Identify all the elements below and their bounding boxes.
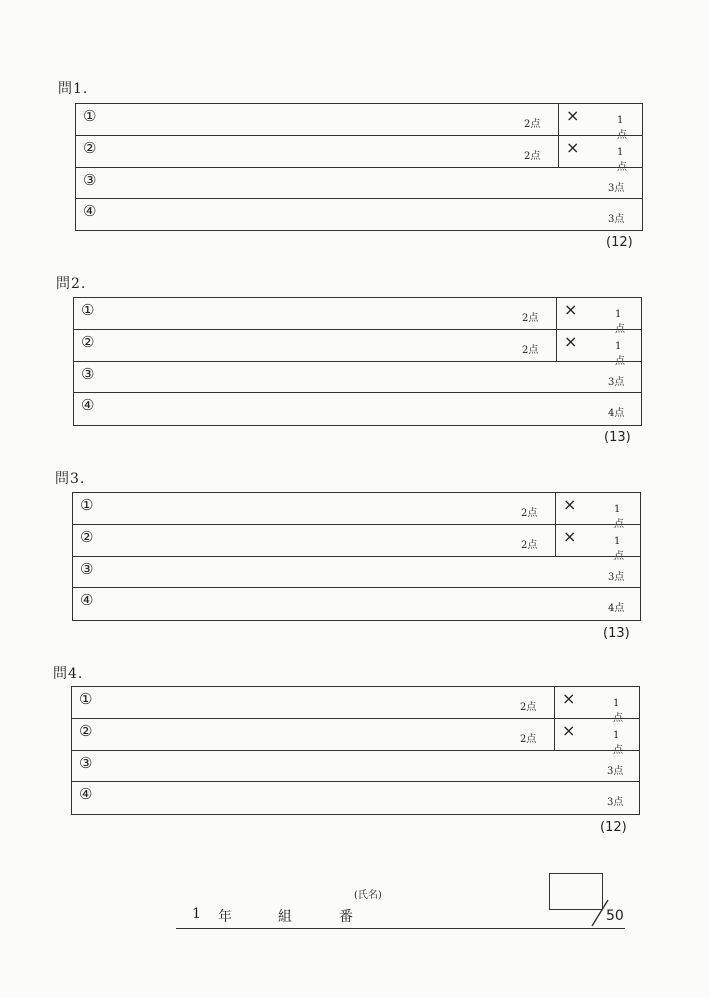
answer-number: ④: [81, 396, 95, 414]
cross-mark-icon: ×: [566, 106, 580, 125]
cross-points-label: 1点: [613, 698, 623, 724]
cross-points-label: 1点: [615, 309, 625, 335]
cross-mark-icon: ×: [563, 495, 577, 514]
cross-mark-icon: ×: [564, 332, 578, 351]
points-label: 4点: [608, 603, 625, 614]
seat-number-label: 番: [339, 909, 353, 925]
question-3-table: [72, 492, 641, 621]
question-1-title: 問1.: [58, 81, 89, 97]
cross-cell: [556, 298, 625, 335]
question-1-table: [75, 103, 643, 231]
points-label: 3点: [608, 572, 625, 583]
answer-row[interactable]: [74, 361, 641, 393]
question-2-title: 問2.: [56, 276, 87, 292]
answer-number: ③: [79, 754, 93, 772]
points-label: 3点: [607, 766, 624, 777]
cross-cell: [558, 104, 627, 141]
cross-mark-icon: ×: [562, 721, 576, 740]
points-label: 4点: [608, 408, 625, 419]
answer-row[interactable]: [76, 135, 642, 173]
answer-number: ②: [83, 139, 97, 157]
question-1-total: (12): [606, 235, 633, 250]
cross-points-label: 1点: [617, 115, 627, 141]
cross-points-label: 1点: [614, 536, 624, 562]
answer-row[interactable]: [72, 718, 639, 756]
answer-row[interactable]: [76, 167, 642, 199]
cross-cell: [554, 687, 623, 724]
points-label: 2点: [522, 313, 539, 324]
answer-row[interactable]: [73, 587, 640, 619]
answer-number: ③: [83, 171, 97, 189]
answer-number: ③: [80, 560, 94, 578]
points-label: 2点: [521, 508, 538, 519]
answer-row[interactable]: [72, 781, 639, 813]
answer-number: ④: [83, 202, 97, 220]
points-label: 3点: [608, 214, 625, 225]
answer-number: ①: [79, 690, 93, 708]
answer-number: ③: [81, 365, 95, 383]
question-3-title: 問3.: [55, 471, 86, 487]
answer-number: ②: [81, 333, 95, 351]
answer-number: ④: [80, 591, 94, 609]
answer-number: ②: [80, 528, 94, 546]
points-label: 3点: [608, 183, 625, 194]
cross-cell: [558, 136, 627, 173]
points-label: 2点: [521, 540, 538, 551]
answer-row[interactable]: [72, 750, 639, 782]
cross-cell: [555, 493, 624, 530]
name-underline: [176, 928, 625, 929]
answer-number: ②: [79, 722, 93, 740]
points-label: 3点: [608, 377, 625, 388]
grade-label: 年: [218, 909, 232, 925]
max-score: 50: [606, 908, 624, 924]
answer-row[interactable]: [72, 687, 639, 724]
points-label: 2点: [522, 345, 539, 356]
cross-points-label: 1点: [615, 341, 625, 367]
answer-row[interactable]: [73, 556, 640, 588]
question-4-title: 問4.: [53, 666, 84, 682]
question-4-table: [71, 686, 640, 815]
answer-row[interactable]: [76, 104, 642, 141]
answer-number: ①: [80, 496, 94, 514]
points-label: 2点: [520, 702, 537, 713]
grade-number: 1: [192, 906, 201, 922]
answer-row[interactable]: [74, 298, 641, 335]
cross-cell: [556, 330, 625, 367]
answer-number: ①: [83, 107, 97, 125]
answer-row[interactable]: [76, 198, 642, 230]
answer-row[interactable]: [73, 524, 640, 562]
cross-points-label: 1点: [614, 504, 624, 530]
class-label: 組: [278, 909, 292, 925]
answer-row[interactable]: [73, 493, 640, 530]
cross-mark-icon: ×: [563, 527, 577, 546]
cross-mark-icon: ×: [562, 689, 576, 708]
answer-number: ①: [81, 301, 95, 319]
points-label: 2点: [524, 151, 541, 162]
name-label: (氏名): [354, 890, 382, 901]
answer-row[interactable]: [74, 329, 641, 367]
cross-mark-icon: ×: [566, 138, 580, 157]
question-2-total: (13): [604, 430, 631, 445]
cross-cell: [555, 525, 624, 562]
cross-points-label: 1点: [617, 147, 627, 173]
cross-points-label: 1点: [613, 730, 623, 756]
answer-row[interactable]: [74, 392, 641, 424]
question-3-total: (13): [603, 626, 630, 641]
points-label: 2点: [520, 734, 537, 745]
question-4-total: (12): [600, 820, 627, 835]
points-label: 2点: [524, 119, 541, 130]
answer-number: ④: [79, 785, 93, 803]
cross-cell: [554, 719, 623, 756]
points-label: 3点: [607, 797, 624, 808]
question-2-table: [73, 297, 642, 426]
cross-mark-icon: ×: [564, 300, 578, 319]
